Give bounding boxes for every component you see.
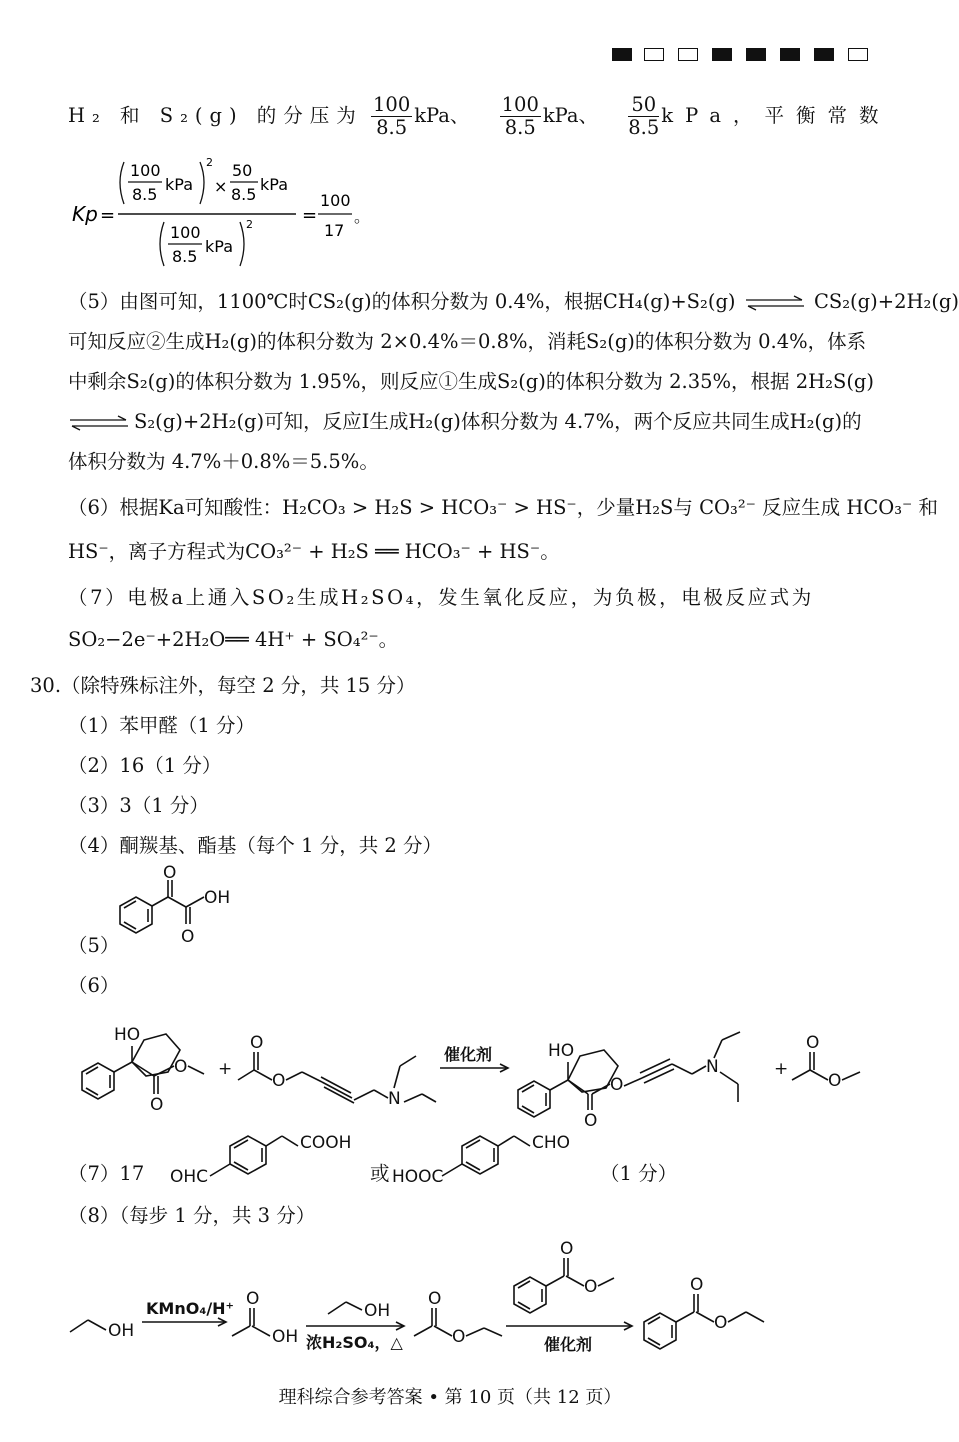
answer-5-line-5: 体积分数为 4.7%＋0.8%＝5.5%。 (68, 450, 379, 473)
answer-6-line-2: HS⁻，离子方程式为CO₃²⁻ + H₂S ══ HCO₃⁻ + HS⁻。 (68, 540, 560, 563)
answer-30-2: （2）16（1 分） (68, 754, 222, 777)
fraction: $\frac{100}{8.5}$ (501, 93, 539, 139)
points-note: （1 分） (600, 1162, 678, 1185)
atom-label: HO (114, 1025, 141, 1045)
catalyst-label: 催化剂 (544, 1335, 593, 1354)
fraction-num: 100 (130, 161, 161, 180)
answer-30-8-label: （8）（每步 1 分，共 3 分） (68, 1204, 316, 1227)
atom-label: O (584, 1111, 598, 1131)
atom-label: N (706, 1057, 719, 1077)
atom-label: O (174, 1057, 188, 1077)
equilibrium-arrow-icon (68, 415, 130, 431)
answer-5-line-3: 中剩余S₂(g)的体积分数为 1.95%，则反应①生成S₂(g)的体积分数为 2.35%，根据 2H₂S(g) (68, 370, 875, 393)
atom-label: O (246, 1289, 260, 1309)
answer-7-line-2: SO₂−2e⁻+2H₂O══ 4H⁺ + SO₄²⁻。 (68, 628, 399, 651)
unit: kPa (165, 175, 193, 194)
atom-label: O (163, 863, 177, 883)
plus-sign: + (218, 1059, 233, 1079)
answer-30-6-label: （6） (68, 974, 120, 997)
header-mark (678, 48, 698, 61)
kp-result-den: 17 (324, 221, 345, 240)
reagent-label: 浓H₂SO₄，△ (306, 1333, 403, 1352)
fraction-den: 8.5 (132, 185, 158, 204)
text-run: S₂(g)+2H₂(g)可知，反应Ⅰ生成H₂(g)体积分数为 4.7%，两个反应共同生成H₂(g)的 (134, 410, 862, 433)
atom-label: O (610, 1075, 624, 1095)
fraction: $\frac{100}{8.5}$ (373, 93, 411, 139)
text-run: kPa、 (542, 104, 599, 127)
svg-text:。: 。 (354, 207, 371, 226)
answer-6-line-1: （6）根据Ka可知酸性：H₂CO₃ > H₂S > HCO₃⁻ > HS⁻，少量H₂S与 CO₃²⁻ 反应生成 HCO₃⁻ 和 (68, 496, 939, 519)
benzoylformic-acid-structure (100, 863, 250, 958)
kp-equation (68, 152, 398, 274)
partial-pressure-line (68, 94, 890, 139)
atom-label: O (150, 1095, 164, 1115)
fraction-den: 8.5 (172, 247, 198, 266)
header-mark (712, 48, 732, 61)
atom-label: CHO (532, 1133, 571, 1153)
or-label: 或 (370, 1162, 390, 1185)
header-mark (848, 48, 868, 61)
answer-5-line-1 (68, 288, 959, 316)
atom-label: N (388, 1089, 401, 1109)
atom-label: OH (272, 1327, 299, 1347)
header-mark (780, 48, 800, 61)
answer-30-7-label: （7）17 (68, 1162, 145, 1185)
atom-label: O (272, 1071, 286, 1091)
svg-text:×: × (214, 177, 228, 196)
reagent-label: KMnO₄/H⁺ (146, 1299, 234, 1318)
answer-30-4: （4）酮羰基、酯基（每个 1 分，共 2 分） (68, 834, 443, 857)
answer-5-line-4 (68, 408, 862, 436)
atom-label: O (181, 927, 195, 947)
svg-text:2: 2 (206, 156, 213, 169)
text-run: kPa，平衡常数 (661, 104, 891, 127)
svg-text:=: = (302, 205, 318, 226)
transesterification-reaction (70, 1010, 880, 1130)
text-run: H₂ 和 S₂(g) 的分压为 (68, 104, 363, 127)
fraction-den: 8.5 (231, 185, 257, 204)
atom-label: COOH (300, 1133, 352, 1153)
atom-label: O (714, 1313, 728, 1333)
fraction: $\frac{50}{8.5}$ (628, 93, 660, 139)
header-mark (612, 48, 632, 61)
question-30-header: 30.（除特殊标注外，每空 2 分，共 15 分） (30, 674, 416, 697)
atom-label: O (452, 1327, 466, 1347)
svg-text:=: = (100, 205, 116, 226)
header-mark (814, 48, 834, 61)
atom-label: O (690, 1275, 704, 1295)
atom-label: O (250, 1033, 264, 1053)
unit: kPa (205, 237, 233, 256)
answer-30-5-label: （5） (68, 934, 120, 957)
atom-label: HO (548, 1041, 575, 1061)
atom-label: OH (108, 1321, 135, 1341)
atom-label: O (806, 1033, 820, 1053)
answer-30-3: （3）3（1 分） (68, 794, 209, 817)
atom-label: O (584, 1277, 598, 1297)
header-mark (644, 48, 664, 61)
isomer-structure-2 (392, 1118, 622, 1198)
plus-sign: + (774, 1059, 789, 1079)
atom-label: HOOC (392, 1167, 444, 1187)
answer-7-line-1: （7）电极a上通入SO₂生成H₂SO₄，发生氧化反应，为负极，电极反应式为 (68, 586, 814, 609)
answer-5-line-2: 可知反应②生成H₂(g)的体积分数为 2×0.4%＝0.8%，消耗S₂(g)的体积分数为 0.4%，体系 (68, 330, 867, 353)
atom-label: O (560, 1239, 574, 1259)
svg-text:2: 2 (246, 218, 253, 231)
text-run: kPa、 (414, 104, 470, 127)
kp-symbol: Kp (72, 202, 98, 226)
atom-label: OH (204, 888, 231, 908)
unit: kPa (260, 175, 288, 194)
page-footer: 理科综合参考答案 • 第 10 页（共 12 页） (278, 1387, 622, 1408)
fraction-num: 100 (170, 223, 201, 242)
answer-30-1: （1）苯甲醛（1 分） (68, 714, 256, 737)
text-run: （5）由图可知，1100℃时CS₂(g)的体积分数为 0.4%，根据CH₄(g)+S₂(g) (68, 290, 736, 313)
kp-result-num: 100 (320, 191, 351, 210)
atom-label: OH (364, 1301, 391, 1321)
header-mark (746, 48, 766, 61)
equilibrium-arrow-icon (744, 295, 806, 311)
synthesis-route (66, 1236, 876, 1366)
atom-label: O (828, 1071, 842, 1091)
fraction-num: 50 (232, 161, 253, 180)
atom-label: OHC (170, 1167, 209, 1187)
text-run: CS₂(g)+2H₂(g) (813, 290, 959, 313)
atom-label: O (428, 1289, 442, 1309)
catalyst-label: 催化剂 (444, 1045, 493, 1064)
